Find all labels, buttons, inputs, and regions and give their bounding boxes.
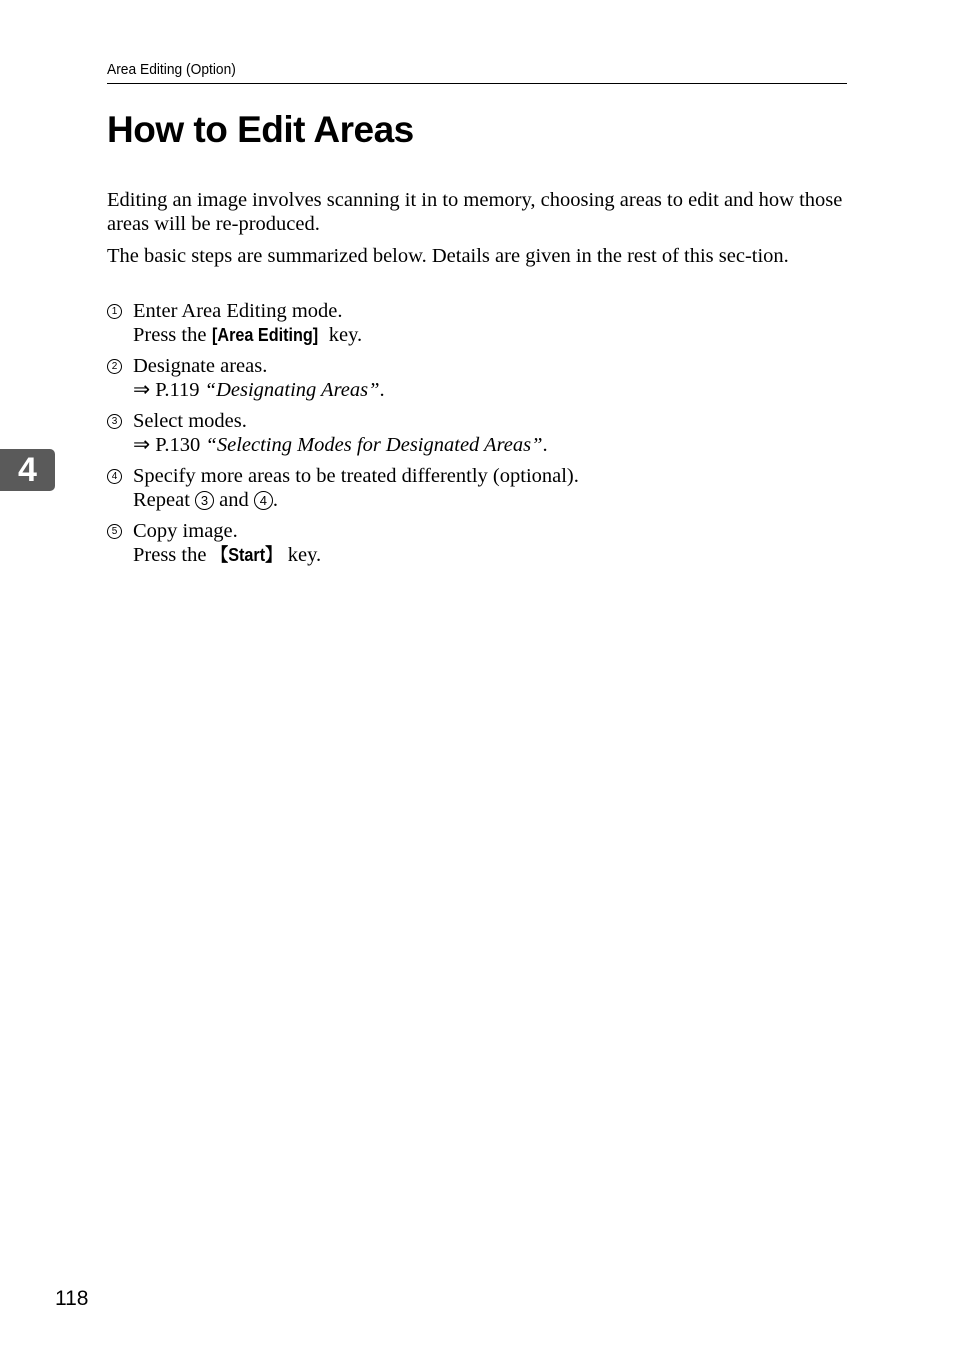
step-detail-text: . — [379, 379, 385, 401]
step-reference-number: 3 — [195, 491, 214, 510]
cross-reference-link[interactable]: “Selecting Modes for Designated Areas” — [205, 434, 543, 456]
step-detail — [133, 378, 847, 402]
step-text: Copy image. — [133, 520, 238, 542]
area-editing-key-label: [Area Editing] — [211, 325, 318, 345]
step-5 — [107, 519, 847, 567]
page-number: 118 — [55, 1287, 89, 1310]
step-detail-text: key. — [323, 324, 363, 346]
step-detail-text: . — [542, 434, 548, 456]
start-key-label: 【Start】 — [211, 545, 281, 565]
step-detail — [133, 323, 847, 347]
step-text: Specify more areas to be treated differently (optional). — [133, 465, 579, 487]
step-detail-text: Press the — [133, 544, 212, 566]
step-number: 1 — [107, 304, 122, 319]
step-number: 2 — [107, 359, 122, 374]
summary-paragraph: The basic steps are summarized below. Details are given in the rest of this sec-tion. — [107, 245, 789, 267]
chapter-tab: 4 — [0, 449, 55, 491]
step-detail-text: . — [272, 489, 279, 511]
step-detail-text: key. — [282, 544, 322, 566]
step-number: 4 — [107, 469, 122, 484]
step-1 — [107, 299, 847, 347]
step-detail — [133, 433, 847, 457]
page-title: How to Edit Areas — [107, 109, 414, 150]
step-text: Enter Area Editing mode. — [133, 300, 343, 322]
step-text: Designate areas. — [133, 355, 268, 377]
page-reference: ⇒ P.119 — [133, 379, 205, 401]
cross-reference-link[interactable]: “Designating Areas” — [204, 379, 380, 401]
step-number: 3 — [107, 414, 122, 429]
step-reference-number: 4 — [254, 491, 273, 510]
step-detail-text: and — [214, 489, 254, 511]
step-detail — [133, 488, 847, 512]
step-text: Select modes. — [133, 410, 247, 432]
step-detail-text: Repeat — [133, 489, 196, 511]
step-4 — [107, 464, 847, 512]
header-divider — [107, 83, 847, 84]
intro-paragraph: Editing an image involves scanning it in to memory, choosing areas to edit and how those areas will be re-produced. — [107, 189, 843, 235]
running-header: Area Editing (Option) — [107, 61, 236, 78]
step-2 — [107, 354, 847, 402]
step-detail — [133, 543, 847, 567]
step-3 — [107, 409, 847, 457]
page-reference: ⇒ P.130 — [133, 434, 206, 456]
steps-list — [107, 299, 847, 574]
step-number: 5 — [107, 524, 122, 539]
step-detail-text: Press the — [133, 324, 212, 346]
